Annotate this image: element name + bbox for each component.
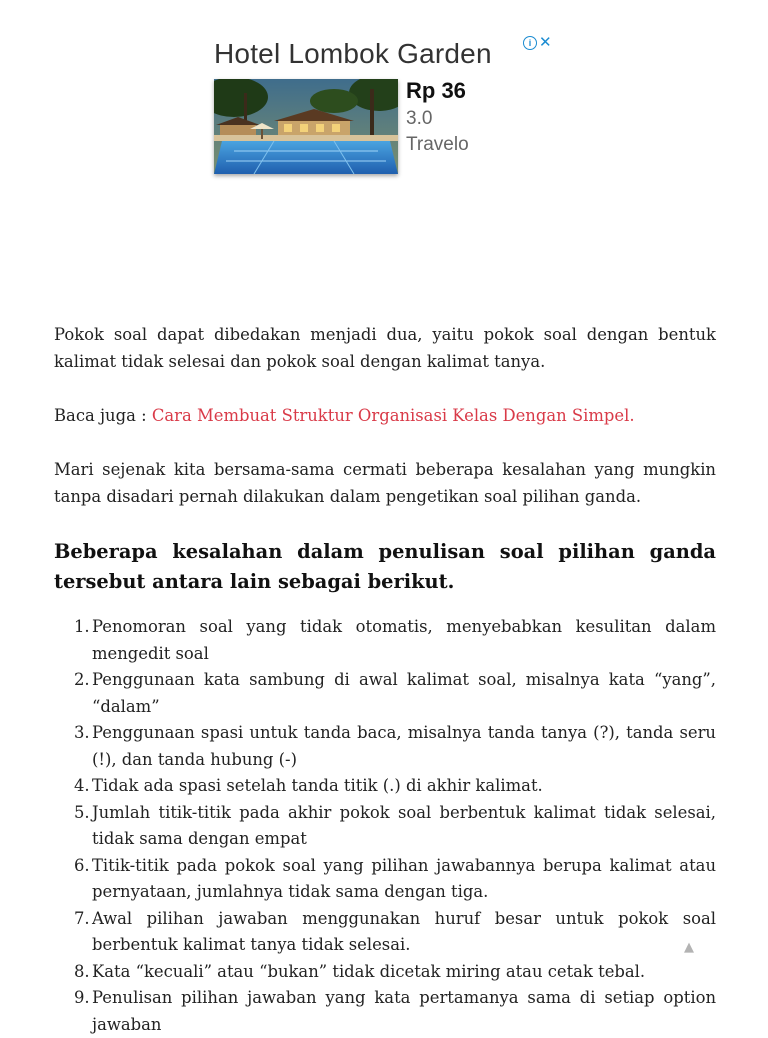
list-item [54,853,716,906]
list-item-number: 5. [74,802,90,822]
list-item [54,959,716,986]
ad-source[interactable]: Travelo [406,134,469,155]
list-item-number: 1. [74,617,90,636]
paragraph-pokok-soal: Pokok soal dapat dibedakan menjadi dua, yaitu pokok soal dengan bentuk kalimat tidak selesai dan pokok soal dengan kalimat tanya. [54,325,716,371]
section-heading: Beberapa kesalahan dalam penulisan soal pilihan ganda tersebut antara lain sebagai berikut. [54,540,716,593]
list-item-text: Titik-titik pada pokok soal yang pilihan jawabannya berupa kalimat atau pernyataan, jumlahnya tidak sama dengan tiga. [92,855,716,901]
list-item-number: 4. [74,776,90,795]
see-also-paragraph [54,403,716,430]
list-item [54,985,716,1038]
list-item-text: Tidak ada spasi setelah tanda titik (.) di akhir kalimat. [92,776,543,795]
list-item [54,906,716,959]
list-item [54,773,716,800]
ad-title[interactable]: Hotel Lombok Garden [214,38,492,69]
close-icon[interactable]: ✕ [539,34,552,51]
ad-choices[interactable] [523,36,552,50]
list-item-number: 8. [74,961,90,981]
scroll-to-top-icon[interactable]: ▲ [684,940,694,955]
ad-price[interactable]: Rp 36 [406,78,466,103]
paragraph-intro: Mari sejenak kita bersama-sama cermati beberapa kesalahan yang mungkin tanpa disadari pernah dilakukan dalam pengetikan soal pilihan ganda. [54,460,716,506]
see-also-prefix: Baca juga : [54,406,152,425]
info-icon[interactable]: i [523,36,537,50]
hotel-pool-image[interactable] [214,79,398,174]
ad-rating: 3.0 [406,108,433,129]
list-item-number: 3. [74,723,90,742]
hotel-pool-illustration [214,79,398,174]
list-item-number: 2. [74,670,90,689]
list-item-text: Penulisan pilihan jawaban yang kata pertamanya sama di setiap option jawaban [92,988,716,1034]
list-item [54,614,716,667]
ad-details[interactable] [406,76,470,158]
hotel-ad[interactable] [214,36,554,178]
list-item-text: Awal pilihan jawaban menggunakan huruf besar untuk pokok soal berbentuk kalimat tanya tidak selesai. [92,908,716,954]
see-also-link[interactable]: Cara Membuat Struktur Organisasi Kelas Dengan Simpel. [151,406,635,425]
list-item-number: 6. [74,855,90,875]
list-item-text: Penomoran soal yang tidak otomatis, menyebabkan kesulitan dalam mengedit soal [92,617,716,663]
list-item-text: Penggunaan kata sambung di awal kalimat soal, misalnya kata “yang”, “dalam” [92,670,716,716]
list-item-text: Jumlah titik-titik pada akhir pokok soal berbentuk kalimat tidak selesai, tidak sama dengan empat [92,802,716,848]
list-item [54,800,716,853]
list-item [54,720,716,773]
list-item-number: 7. [74,908,90,928]
list-item-text: Kata “kecuali” atau “bukan” tidak dicetak miring atau cetak tebal. [92,961,646,981]
list-item-number: 9. [74,988,90,1007]
list-item [54,667,716,720]
mistakes-list [54,614,716,1038]
list-item-text: Penggunaan spasi untuk tanda baca, misalnya tanda tanya (?), tanda seru (!), dan tanda hubung (-) [92,723,716,769]
